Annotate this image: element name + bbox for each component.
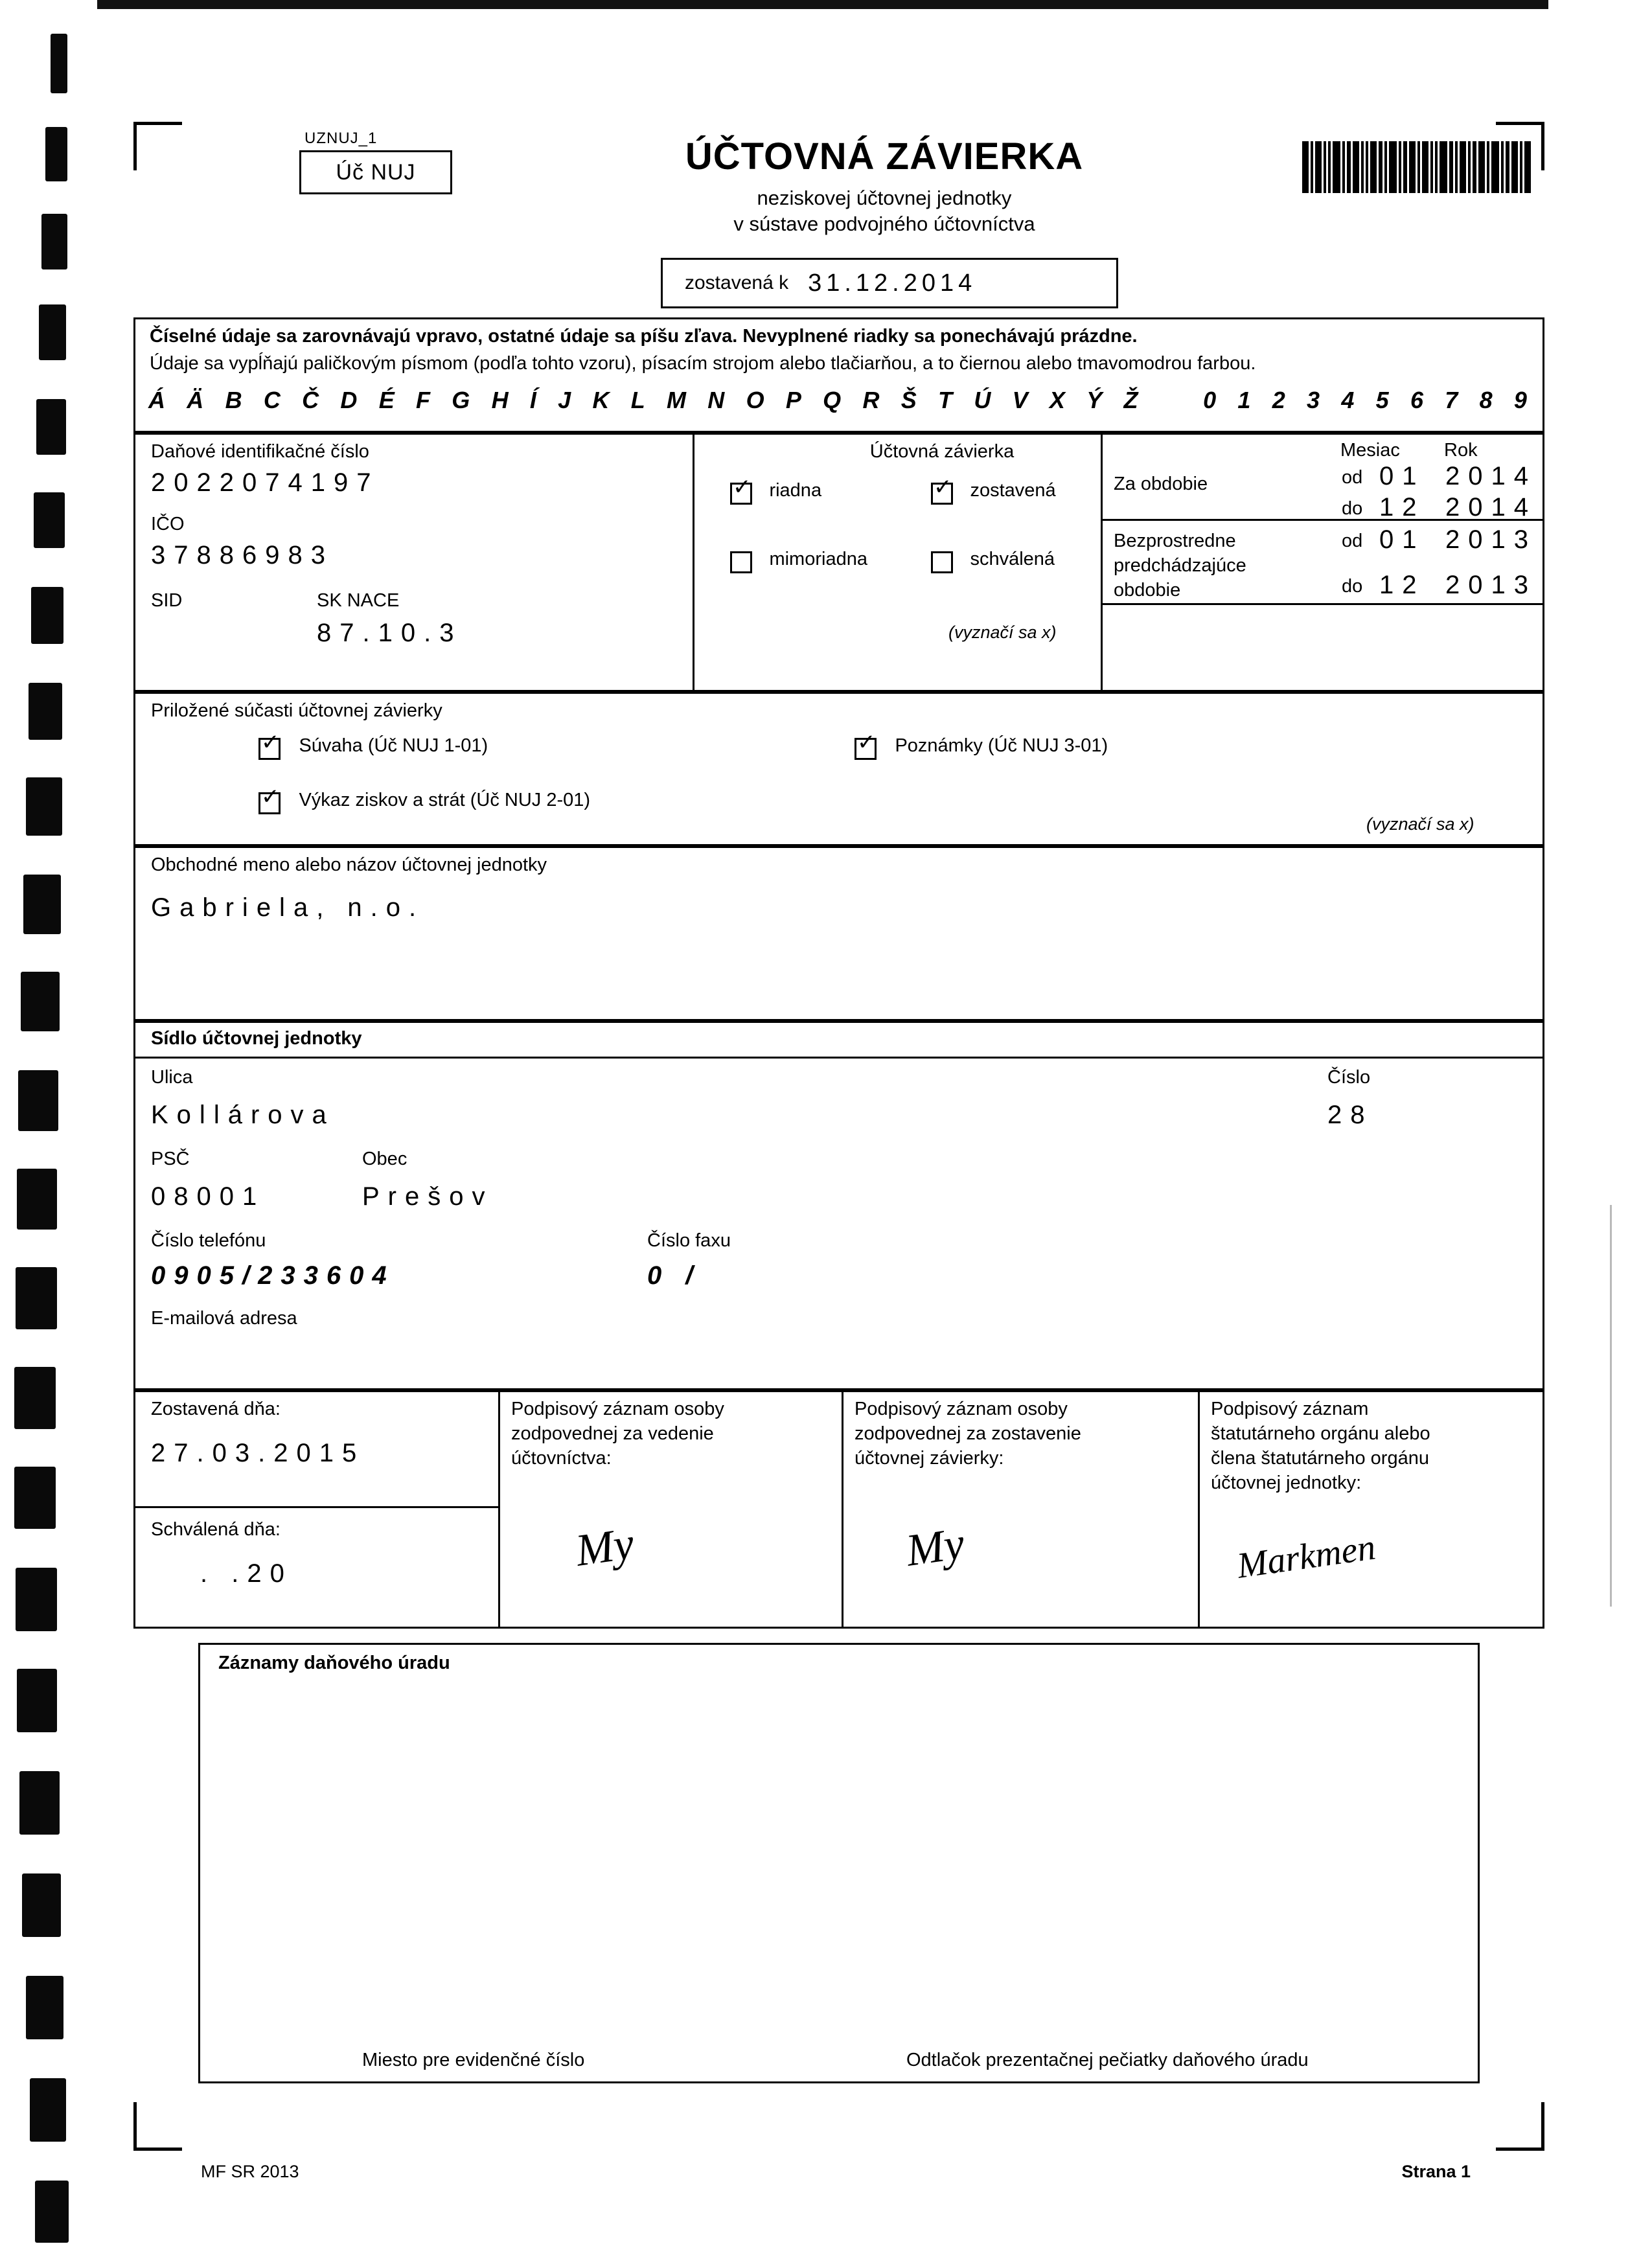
statement-date-label: zostavená k	[685, 272, 789, 293]
form-code: UZNUJ_1	[304, 130, 378, 147]
current-from-year: 2014	[1445, 462, 1537, 490]
dic-value: 2022074197	[151, 468, 380, 497]
accounting-signature-label-2: zodpovednej za vedenie	[511, 1423, 714, 1444]
signatures-box	[133, 1390, 1544, 1629]
alphabet-char: H	[491, 387, 510, 413]
current-from-prefix: od	[1342, 467, 1363, 488]
sknace-value: 87.10.3	[317, 619, 463, 647]
checkbox-suvaha-label: Súvaha (Úč NUJ 1-01)	[299, 735, 488, 756]
alphabet-char: É	[378, 387, 396, 413]
current-to-year: 2014	[1445, 493, 1537, 521]
city-value: Prešov	[362, 1182, 494, 1211]
stamp-label: Odtlačok prezentačnej pečiatky daňového úradu	[906, 2050, 1309, 2070]
statement-type-hint: (vyznačí sa x)	[948, 623, 1057, 642]
form-badge: Úč NUJ	[299, 150, 452, 194]
street-number-value: 28	[1327, 1101, 1373, 1129]
alphabet-char: M	[667, 387, 688, 413]
month-label: Mesiac	[1340, 440, 1400, 461]
alphabet-char: Ä	[187, 387, 205, 413]
entity-name-label: Obchodné meno alebo názov účtovnej jednotky	[151, 854, 547, 875]
checkbox-poznamky-label: Poznámky (Úč NUJ 3-01)	[895, 735, 1108, 756]
previous-period-label-3: obdobie	[1114, 580, 1181, 601]
alphabet-char: 5	[1375, 387, 1390, 413]
phone-value: 0905/233604	[151, 1261, 395, 1290]
ico-value: 37886983	[151, 541, 334, 569]
alphabet-char: N	[707, 387, 726, 413]
signature-accounting: My	[573, 1518, 637, 1576]
instructions-line1: Číselné údaje sa zarovnávajú vpravo, ostatné údaje sa píšu zľava. Nevyplnené riadky sa ponechávajú prázdne.	[150, 326, 1138, 347]
alphabet-sample	[148, 387, 1528, 414]
alphabet-char: P	[785, 387, 803, 413]
address-box	[133, 1021, 1544, 1390]
previous-to-year: 2013	[1445, 571, 1537, 599]
statement-type-heading: Účtovná závierka	[869, 441, 1015, 462]
crop-mark-bottom-right	[1496, 2102, 1544, 2151]
signature-statutory: Markmen	[1234, 1527, 1378, 1586]
prepared-date-value: 27.03.2015	[151, 1439, 365, 1467]
scan-artifact-left-edge	[0, 0, 130, 2268]
form-sheet	[123, 91, 1555, 2216]
identification-box	[133, 433, 1544, 692]
previous-from-prefix: od	[1342, 531, 1363, 551]
statement-signature-label-2: zodpovednej za zostavenie	[855, 1423, 1081, 1444]
alphabet-char: X	[1049, 387, 1066, 413]
alphabet-char: 7	[1445, 387, 1460, 413]
previous-from-year: 2013	[1445, 525, 1537, 554]
attachments-heading: Priložené súčasti účtovnej závierky	[151, 700, 442, 721]
street-number-label: Číslo	[1327, 1067, 1371, 1088]
prepared-date-label: Zostavená dňa:	[151, 1399, 281, 1419]
sid-label: SID	[151, 590, 183, 611]
instructions-box	[133, 317, 1544, 433]
previous-to-prefix: do	[1342, 576, 1363, 597]
checkbox-mimoriadna-label: mimoriadna	[769, 549, 867, 569]
sknace-label: SK NACE	[317, 590, 400, 611]
previous-from-month: 01	[1379, 525, 1425, 554]
checkbox-suvaha[interactable]	[258, 738, 281, 760]
city-label: Obec	[362, 1149, 407, 1169]
crop-mark-bottom-left	[133, 2102, 182, 2151]
attachments-box	[133, 692, 1544, 846]
alphabet-char: 8	[1479, 387, 1494, 413]
address-heading: Sídlo účtovnej jednotky	[151, 1028, 362, 1049]
alphabet-char: Á	[148, 387, 166, 413]
approved-date-value: . .20	[200, 1559, 293, 1588]
checkbox-vykaz-label: Výkaz ziskov a strát (Úč NUJ 2-01)	[299, 790, 591, 810]
alphabet-char: L	[630, 387, 647, 413]
zip-value: 08001	[151, 1182, 266, 1211]
alphabet-char: O	[746, 387, 766, 413]
alphabet-char: Č	[302, 387, 321, 413]
page-subtitle-line1: neziskovej účtovnej jednotky	[757, 187, 1012, 209]
footer-form-code: MF SR 2013	[201, 2162, 299, 2181]
scan-artifact-right-line	[1610, 1205, 1612, 1607]
street-value: Kollárova	[151, 1101, 335, 1129]
statement-date-box	[661, 258, 1118, 308]
alphabet-char: Í	[529, 387, 538, 413]
year-label: Rok	[1444, 440, 1478, 461]
evidence-number-label: Miesto pre evidenčné číslo	[362, 2050, 585, 2070]
current-to-prefix: do	[1342, 498, 1363, 519]
phone-label: Číslo telefónu	[151, 1230, 266, 1251]
approved-date-label: Schválená dňa:	[151, 1519, 281, 1540]
alphabet-char: Ž	[1123, 387, 1140, 413]
footer-page-number: Strana 1	[1401, 2162, 1471, 2181]
fax-value: 0 /	[647, 1261, 702, 1290]
checkbox-zostavena-label: zostavená	[970, 480, 1056, 501]
alphabet-char: 1	[1237, 387, 1252, 413]
alphabet-char: R	[862, 387, 881, 413]
checkbox-vykaz[interactable]	[258, 792, 281, 814]
checkbox-zostavena[interactable]	[931, 483, 953, 505]
fax-label: Číslo faxu	[647, 1230, 731, 1251]
alphabet-char: Š	[901, 387, 918, 413]
checkbox-riadna-label: riadna	[769, 480, 822, 501]
alphabet-char: Q	[823, 387, 843, 413]
ico-label: IČO	[151, 514, 185, 534]
tax-office-heading: Záznamy daňového úradu	[218, 1653, 450, 1673]
alphabet-char: Ú	[974, 387, 992, 413]
page-title: ÚČTOVNÁ ZÁVIERKA	[685, 135, 1084, 178]
statement-date-value: 31.12.2014	[808, 269, 977, 297]
statutory-signature-label-3: člena štatutárneho orgánu	[1211, 1448, 1429, 1469]
zip-label: PSČ	[151, 1149, 190, 1169]
instructions-line2: Údaje sa vypĺňajú paličkovým písmom (podľa tohto vzoru), písacím strojom alebo tlačiarňou, a to čiernou alebo tmavomodrou farbou.	[150, 353, 1256, 374]
current-from-month: 01	[1379, 462, 1425, 490]
entity-name-box	[133, 846, 1544, 1021]
previous-period-label-2: predchádzajúce	[1114, 555, 1246, 576]
accounting-signature-label-3: účtovníctva:	[511, 1448, 612, 1469]
statutory-signature-label-1: Podpisový záznam	[1211, 1399, 1369, 1419]
statutory-signature-label-2: štatutárneho orgánu alebo	[1211, 1423, 1430, 1444]
alphabet-char: C	[263, 387, 282, 413]
statement-signature-label-1: Podpisový záznam osoby	[855, 1399, 1068, 1419]
alphabet-char: K	[592, 387, 611, 413]
alphabet-char: F	[415, 387, 431, 413]
crop-mark-top-left	[133, 122, 182, 170]
street-label: Ulica	[151, 1067, 193, 1088]
alphabet-char: 3	[1307, 387, 1322, 413]
alphabet-char: Ý	[1086, 387, 1104, 413]
statutory-signature-label-4: účtovnej jednotky:	[1211, 1472, 1362, 1493]
checkbox-mimoriadna[interactable]	[730, 551, 752, 573]
attachments-hint: (vyznačí sa x)	[1366, 814, 1474, 834]
alphabet-char: 6	[1410, 387, 1425, 413]
tax-office-box	[198, 1643, 1480, 2083]
checkbox-schvalena-label: schválená	[970, 549, 1055, 569]
entity-name-value: Gabriela, n.o.	[151, 893, 425, 922]
alphabet-char: B	[225, 387, 244, 413]
checkbox-schvalena[interactable]	[931, 551, 953, 573]
alphabet-char: G	[452, 387, 472, 413]
email-label: E-mailová adresa	[151, 1308, 297, 1329]
scan-artifact-top-bar	[97, 0, 1548, 9]
alphabet-char: 4	[1341, 387, 1356, 413]
dic-label: Daňové identifikačné číslo	[151, 441, 369, 462]
previous-period-label-1: Bezprostredne	[1114, 531, 1236, 551]
page-subtitle-line2: v sústave podvojného účtovníctva	[733, 212, 1035, 235]
alphabet-char: V	[1012, 387, 1029, 413]
current-period-label: Za obdobie	[1114, 474, 1208, 494]
alphabet-char: J	[558, 387, 573, 413]
statement-signature-label-3: účtovnej závierky:	[855, 1448, 1004, 1469]
alphabet-char: 9	[1513, 387, 1528, 413]
signature-statement: My	[903, 1518, 968, 1576]
alphabet-char: D	[340, 387, 359, 413]
alphabet-char: 0	[1203, 387, 1218, 413]
alphabet-char: T	[938, 387, 954, 413]
accounting-signature-label-1: Podpisový záznam osoby	[511, 1399, 724, 1419]
checkbox-poznamky[interactable]	[855, 738, 877, 760]
checkbox-riadna[interactable]	[730, 483, 752, 505]
alphabet-char: 2	[1272, 387, 1287, 413]
barcode	[1302, 141, 1555, 193]
previous-to-month: 12	[1379, 571, 1425, 599]
current-to-month: 12	[1379, 493, 1425, 521]
